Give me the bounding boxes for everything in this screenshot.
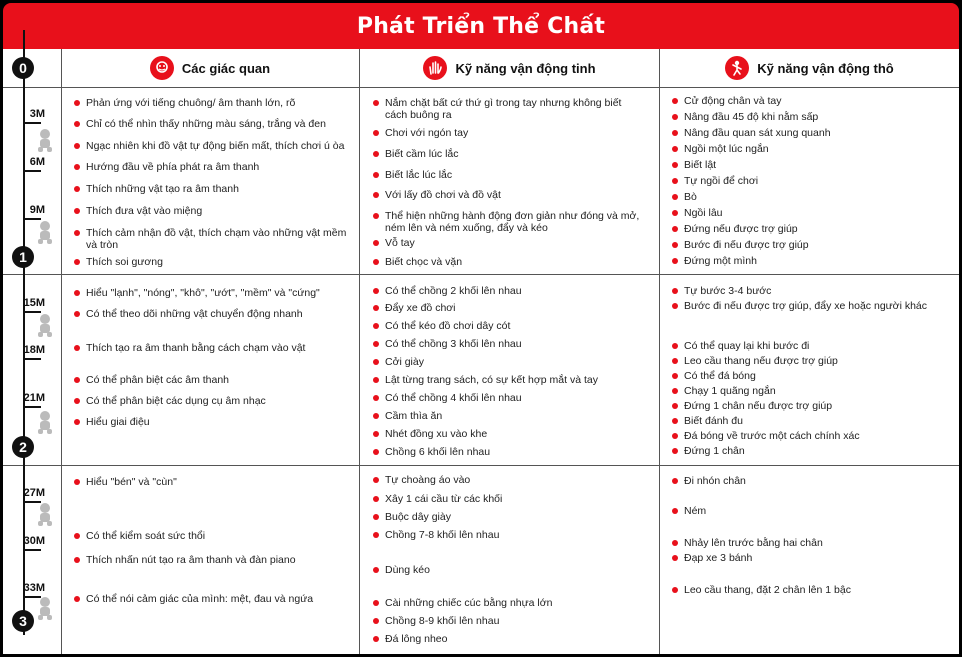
cell-senses-year2: [74, 275, 354, 465]
list-item: Lật từng trang sách, có sự kết hợp mắt và tay: [385, 374, 598, 386]
list-item: Có thể kiểm soát sức thổi: [86, 530, 206, 542]
list-item: Hiểu "bén" và "cùn": [86, 476, 177, 488]
list-item: Thể hiện những hành động đơn giản như đóng và mở, ném lên và ném xuống, đẩy và kéo: [385, 210, 647, 234]
list-item: Nhảy lên trước bằng hai chân: [684, 537, 823, 549]
cell-gross-year3: [672, 466, 952, 654]
year-marker: 2: [12, 436, 34, 458]
list-item: Nâng đầu quan sát xung quanh: [684, 127, 831, 139]
list-item: Leo cầu thang, đặt 2 chân lên 1 bậc: [684, 584, 851, 596]
month-label: 15M: [23, 297, 45, 309]
year-marker: 3: [12, 610, 34, 632]
cell-fine-year1: [373, 88, 653, 274]
month-tick: [23, 549, 41, 551]
list-item: Có thể chồng 4 khối lên nhau: [385, 392, 522, 404]
list-item: Thích đưa vật vào miệng: [86, 205, 203, 217]
column-header-gross-motor: [660, 49, 959, 87]
list-item: Ngồi lâu: [684, 207, 723, 219]
list-item: Tự bước 3-4 bước: [684, 285, 772, 297]
list-item: Có thể nói cảm giác của mình: mệt, đau và ngứa: [86, 593, 314, 605]
list-item: Có thể theo dõi những vật chuyển động nhanh: [86, 308, 303, 320]
column-label: Các giác quan: [181, 60, 271, 76]
list-item: Đạp xe 3 bánh: [684, 552, 753, 564]
cell-fine-year3: [373, 466, 653, 654]
list-item: Có thể chồng 3 khối lên nhau: [385, 338, 522, 350]
gross-motor-icon: [725, 56, 749, 80]
title-bar: [3, 3, 959, 49]
list-item: Tự ngồi để chơi: [684, 175, 759, 187]
list-item: Phản ứng với tiếng chuông/ âm thanh lớn, rõ: [86, 97, 296, 109]
list-item: Cử động chân và tay: [684, 95, 782, 107]
list-item: Đá bóng về trước một cách chính xác: [684, 430, 860, 442]
month-label: 9M: [29, 204, 45, 216]
list-item: Chồng 7-8 khối lên nhau: [385, 529, 500, 541]
list-item: Vỗ tay: [385, 237, 415, 249]
list-item: Buộc dây giày: [385, 511, 451, 523]
list-item: Biết chọc và vặn: [385, 256, 463, 268]
list-item: Đi nhón chân: [684, 475, 746, 487]
list-item: Chơi với ngón tay: [385, 127, 469, 139]
month-label: 6M: [29, 156, 45, 168]
list-item: Hiểu "lạnh", "nóng", "khô", "ướt", "mềm" và "cứng": [86, 287, 320, 299]
month-tick: [23, 122, 41, 124]
month-label: 27M: [23, 487, 45, 499]
development-table: [3, 49, 959, 654]
list-item: Cởi giày: [385, 356, 424, 368]
list-item: Dùng kéo: [385, 564, 430, 576]
list-item: Ngồi một lúc ngắn: [684, 143, 769, 155]
list-item: Chỉ có thể nhìn thấy những màu sáng, trắng và đen: [86, 118, 326, 130]
list-item: Bước đi nếu được trợ giúp: [684, 239, 809, 251]
senses-icon: [150, 56, 174, 80]
baby-icon: [35, 502, 55, 528]
cell-fine-year2: [373, 275, 653, 465]
baby-icon: [35, 220, 55, 246]
cell-senses-year3: [74, 466, 354, 654]
hand-icon: [423, 56, 447, 80]
list-item: Thích cảm nhận đồ vật, thích chạm vào những vật mềm và tròn: [86, 227, 347, 251]
age-timeline: [3, 30, 61, 635]
list-item: Có thể kéo đồ chơi dây cót: [385, 320, 511, 332]
month-label: 21M: [23, 392, 45, 404]
column-label: Kỹ năng vận động tinh: [455, 60, 596, 76]
list-item: Ngạc nhiên khi đồ vật tự động biến mất, thích chơi ú òa: [86, 140, 345, 152]
list-item: Hướng đầu về phía phát ra âm thanh: [86, 161, 260, 173]
list-item: Cầm thìa ăn: [385, 410, 443, 422]
list-item: Leo cầu thang nếu được trợ giúp: [684, 355, 838, 367]
list-item: Đẩy xe đồ chơi: [385, 302, 456, 314]
list-item: Tự choàng áo vào: [385, 474, 471, 486]
page-title: Phát Triển Thể Chất: [356, 13, 606, 39]
list-item: Thích soi gương: [86, 256, 163, 268]
list-item: Thích tạo ra âm thanh bằng cách chạm vào vật: [86, 342, 306, 354]
column-label: Kỹ năng vận động thô: [757, 60, 894, 76]
list-item: Cài những chiếc cúc bằng nhựa lớn: [385, 597, 553, 609]
month-label: 3M: [29, 108, 45, 120]
baby-icon: [35, 313, 55, 339]
month-label: 33M: [23, 582, 45, 594]
list-item: Biết lắc lúc lắc: [385, 169, 453, 181]
cell-senses-year1: [74, 88, 354, 274]
month-tick: [23, 406, 41, 408]
list-item: Có thể quay lại khi bước đi: [684, 340, 810, 352]
list-item: Chạy 1 quãng ngắn: [684, 385, 776, 397]
column-divider: [659, 49, 660, 654]
list-item: Nắm chặt bất cứ thứ gì trong tay nhưng không biết cách buông ra: [385, 97, 643, 121]
list-item: Đứng một mình: [684, 255, 757, 267]
list-item: Xây 1 cái cầu từ các khối: [385, 493, 503, 505]
list-item: Biết đánh đu: [684, 415, 743, 427]
baby-icon: [35, 128, 55, 154]
list-item: Nâng đầu 45 độ khi nằm sấp: [684, 111, 819, 123]
month-tick: [23, 170, 41, 172]
baby-icon: [35, 596, 55, 622]
list-item: Bò: [684, 191, 697, 203]
cell-gross-year1: [672, 88, 952, 274]
list-item: Bước đi nếu được trợ giúp, đẩy xe hoặc người khác: [684, 300, 927, 312]
list-item: Hiểu giai điệu: [86, 416, 150, 428]
list-item: Đứng nếu được trợ giúp: [684, 223, 798, 235]
year-marker: 1: [12, 246, 34, 268]
list-item: Với lấy đồ chơi và đồ vật: [385, 189, 501, 201]
list-item: Chồng 6 khối lên nhau: [385, 446, 491, 458]
list-item: Có thể phân biệt các dụng cụ âm nhạc: [86, 395, 266, 407]
list-item: Chồng 8-9 khối lên nhau: [385, 615, 500, 627]
column-divider: [61, 49, 62, 654]
month-tick: [23, 358, 41, 360]
column-header-senses: [61, 49, 359, 87]
list-item: Có thể chồng 2 khối lên nhau: [385, 285, 522, 297]
list-item: Nhét đồng xu vào khe: [385, 428, 488, 440]
year-marker: 0: [12, 57, 34, 79]
list-item: Thích những vật tạo ra âm thanh: [86, 183, 239, 195]
list-item: Biết cầm lúc lắc: [385, 148, 459, 160]
list-item: Biết lật: [684, 159, 717, 171]
month-label: 30M: [23, 535, 45, 547]
list-item: Ném: [684, 505, 707, 517]
column-divider: [359, 49, 360, 654]
baby-icon: [35, 410, 55, 436]
list-item: Đứng 1 chân: [684, 445, 745, 457]
list-item: Đá lông nheo: [385, 633, 448, 645]
list-item: Đứng 1 chân nếu được trợ giúp: [684, 400, 833, 412]
list-item: Thích nhấn nút tạo ra âm thanh và đàn piano: [86, 554, 296, 566]
month-label: 18M: [23, 344, 45, 356]
list-item: Có thể đá bóng: [684, 370, 756, 382]
column-header-fine-motor: [360, 49, 659, 87]
list-item: Có thể phân biệt các âm thanh: [86, 374, 230, 386]
cell-gross-year2: [672, 275, 952, 465]
